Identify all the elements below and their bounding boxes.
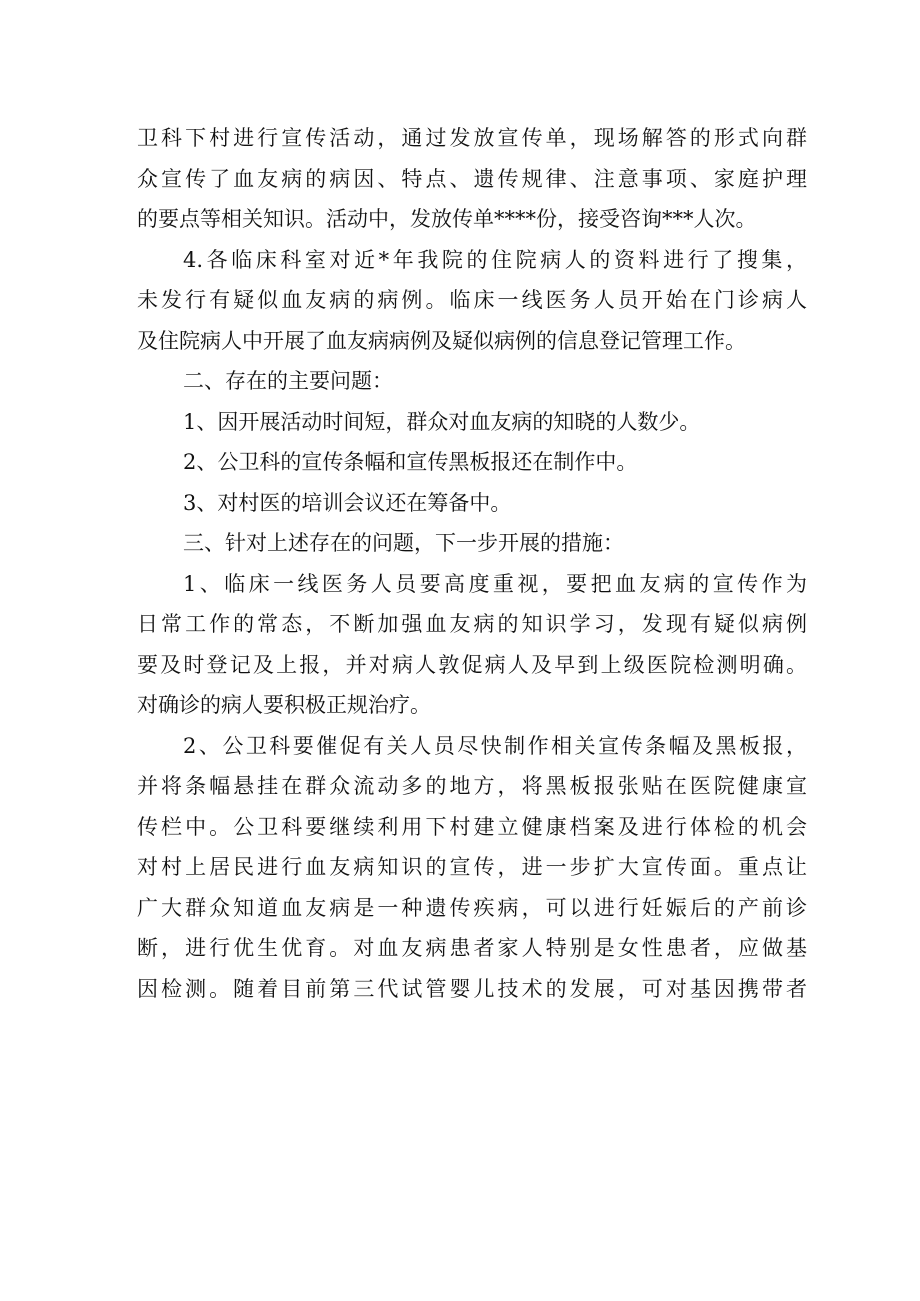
text-line: 二、存在的主要问题：: [183, 369, 393, 393]
text-line: 要及时登记及上报，并对病人敦促病人及早到上级医院检测明确。: [137, 652, 807, 677]
text-line: 对村上居民进行血友病知识的宣传，进一步扩大宣传面。重点让: [137, 855, 807, 879]
text-line: 并将条幅悬挂在群众流动多的地方，将黑板报张贴在医院健康宣: [137, 774, 807, 798]
text-line: 对确诊的病人要积极正规治疗。: [137, 693, 431, 717]
text-line: 1、临床一线医务人员要高度重视，要把血友病的宣传作为: [183, 571, 807, 596]
text-line: 众宣传了血友病的病因、特点、遗传规律、注意事项、家庭护理: [137, 166, 807, 191]
text-line: 的要点等相关知识。活动中，发放传单****份，接受咨询***人次。: [137, 207, 757, 231]
text-line: 2、公卫科的宣传条幅和宣传黑板报还在制作中。: [183, 450, 638, 474]
text-line: 传栏中。公卫科要继续利用下村建立健康档案及进行体检的机会: [137, 814, 807, 839]
text-line: 三、针对上述存在的问题，下一步开展的措施：: [183, 531, 624, 555]
text-line: 及住院病人中开展了血友病病例及疑似病例的信息登记管理工作。: [137, 328, 746, 353]
text-line: 日常工作的常态，不断加强血友病的知识学习，发现有疑似病例: [137, 612, 807, 636]
text-line: 卫科下村进行宣传活动，通过发放宣传单，现场解答的形式向群: [137, 126, 807, 150]
text-line: 广大群众知道血友病是一种遗传疾病，可以进行妊娠后的产前诊: [137, 895, 807, 920]
text-line: 1、因开展活动时间短，群众对血友病的知晓的人数少。: [183, 409, 701, 434]
document-body: [137, 118, 807, 1009]
text-line: 4.各临床科室对近*年我院的住院病人的资料进行了搜集，: [183, 247, 807, 272]
text-line: 断，进行优生优育。对血友病患者家人特别是女性患者，应做基: [137, 936, 807, 960]
text-line: 3、对村医的培训会议还在筹备中。: [183, 490, 512, 515]
text-line: 因检测。随着目前第三代试管婴儿技术的发展，可对基因携带者: [137, 976, 807, 1001]
text-line: 2、公卫科要催促有关人员尽快制作相关宣传条幅及黑板报，: [183, 733, 807, 758]
text-line: 未发行有疑似血友病的病例。临床一线医务人员开始在门诊病人: [137, 288, 807, 312]
